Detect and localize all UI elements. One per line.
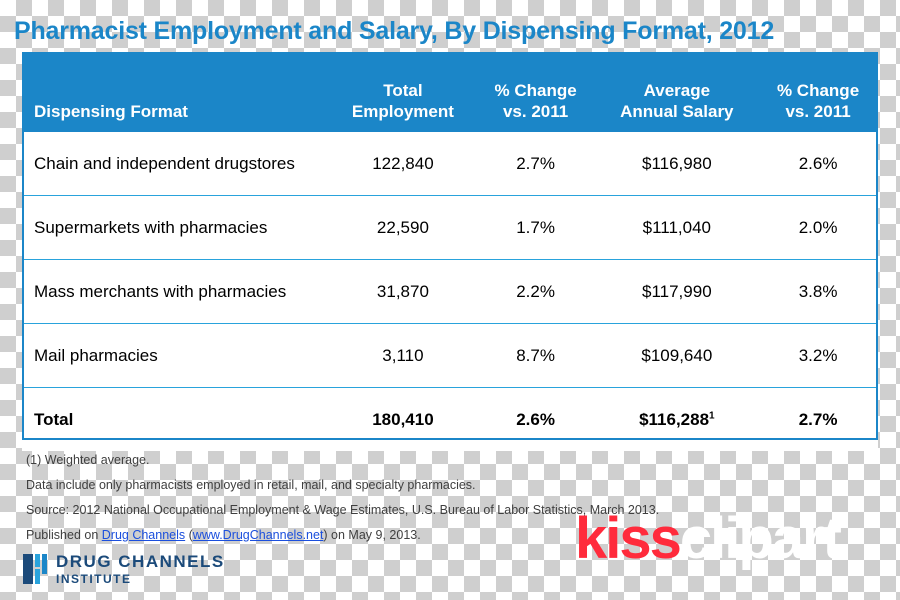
column-header-salary-change [758, 52, 878, 132]
cell-total-employment-change: 2.6% [476, 388, 596, 452]
logo-line-1: DRUG CHANNELS [56, 552, 225, 571]
logo-line-2: INSTITUTE [56, 572, 132, 586]
table-row [22, 196, 878, 260]
publication-line [26, 523, 876, 548]
cell-format: Supermarkets with pharmacies [22, 196, 330, 260]
cell-employment-change: 1.7% [476, 196, 596, 260]
cell-salary-change: 2.6% [758, 132, 878, 196]
cell-salary-change: 2.0% [758, 196, 878, 260]
column-header-employment-change-line2: vs. 2011 [502, 102, 569, 121]
cell-total-average-salary-value: $116,288 [639, 409, 710, 429]
table-header-row [22, 52, 878, 132]
drug-channels-link[interactable]: Drug Channels [101, 528, 186, 542]
cell-employment-change: 2.2% [476, 260, 596, 324]
cell-average-salary: $109,640 [596, 324, 759, 388]
column-header-employment-change [476, 52, 596, 132]
column-header-total-employment [330, 52, 476, 132]
column-header-total-employment-line1: Total [383, 81, 423, 100]
column-header-dispensing-format-label: Dispensing Format [34, 102, 188, 121]
column-header-total-employment-line2: Employment [351, 102, 454, 121]
cell-salary-change: 3.8% [758, 260, 878, 324]
cell-average-salary: $117,990 [596, 260, 759, 324]
cell-total-employment: 122,840 [330, 132, 476, 196]
paren-close-and-date: ) on May 9, 2013. [323, 528, 421, 542]
column-header-dispensing-format [22, 52, 330, 132]
cell-salary-change: 3.2% [758, 324, 878, 388]
paren-open: ( [185, 528, 193, 542]
column-header-average-salary-line2: Annual Salary [620, 102, 734, 121]
cell-total-salary-change: 2.7% [758, 388, 878, 452]
drug-channels-institute-logo [22, 552, 225, 586]
cell-format: Mass merchants with pharmacies [22, 260, 330, 324]
page-title: Pharmacist Employment and Salary, By Dispensing Format, 2012 [14, 17, 775, 45]
table-row [22, 324, 878, 388]
table-total-row [22, 388, 878, 452]
cell-average-salary: $116,980 [596, 132, 759, 196]
cell-total-label: Total [22, 388, 330, 452]
cell-format: Mail pharmacies [22, 324, 330, 388]
cell-format: Chain and independent drugstores [22, 132, 330, 196]
column-header-employment-change-line1: % Change [494, 81, 577, 100]
column-header-average-salary-line1: Average [643, 81, 711, 100]
data-table-container [22, 52, 878, 451]
cell-average-salary: $111,040 [596, 196, 759, 260]
table-row [22, 260, 878, 324]
cell-total-employment: 3,110 [330, 324, 476, 388]
table-header [22, 52, 878, 132]
footnote-line-2: Data include only pharmacists employed in retail, mail, and specialty pharmacies. [26, 478, 476, 492]
source-line: Source: 2012 National Occupational Employment & Wage Estimates, U.S. Bureau of Labor Statistics, March 2013. [26, 503, 660, 517]
publication-prefix: Published on [26, 528, 102, 542]
footnote-marker: 1 [709, 409, 715, 421]
logo-text [56, 553, 225, 585]
footnotes [26, 448, 876, 548]
table-row [22, 132, 878, 196]
column-header-salary-change-line1: % Change [776, 81, 860, 100]
cell-total-employment: 180,410 [330, 388, 476, 452]
cell-total-employment: 22,590 [330, 196, 476, 260]
drug-channels-url-link[interactable]: www.DrugChannels.net [192, 528, 324, 542]
footnote-line-1: (1) Weighted average. [26, 453, 150, 467]
column-header-average-salary [596, 52, 759, 132]
cell-employment-change: 8.7% [476, 324, 596, 388]
table-body [22, 132, 878, 451]
pharmacist-employment-table [22, 52, 878, 451]
logo-mark-icon [22, 552, 48, 586]
cell-total-average-salary [596, 388, 759, 452]
cell-employment-change: 2.7% [476, 132, 596, 196]
column-header-salary-change-line2: vs. 2011 [785, 102, 851, 121]
watermark-part-2: clipart [679, 506, 840, 571]
cell-total-employment: 31,870 [330, 260, 476, 324]
watermark-part-1: kiss [575, 506, 680, 571]
